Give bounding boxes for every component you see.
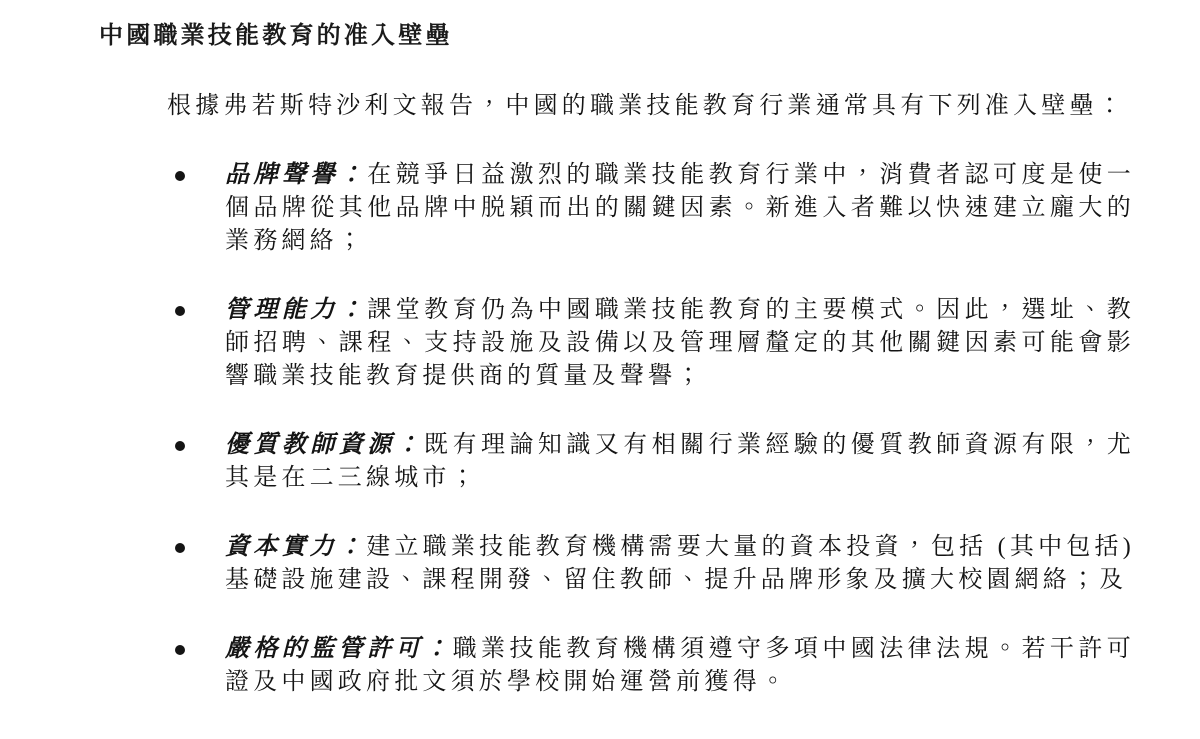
list-item [175, 294, 1200, 393]
list-item [175, 159, 1200, 258]
list-item [175, 531, 1200, 597]
bullet-paragraph [225, 633, 1135, 699]
list-item [175, 429, 1200, 495]
bullet-marker [175, 159, 225, 258]
bullet-paragraph [225, 294, 1135, 393]
bullet-lead: 管理能力： [225, 297, 368, 323]
bullet-dot-icon [175, 306, 185, 316]
bullet-list [0, 159, 1200, 699]
bullet-body: 職業技能教育機構須遵守多項中國法律法規。若干許可證及中國政府批文須於學校開始運營前獲得。 [225, 636, 1135, 695]
bullet-paragraph [225, 429, 1135, 495]
list-item [175, 633, 1200, 699]
bullet-body: 建立職業技能教育機構需要大量的資本投資，包括 (其中包括) 基礎設施建設、課程開發、留住教師、提升品牌形象及擴大校園網絡；及 [225, 534, 1135, 593]
page-title: 中國職業技能教育的准入壁壘 [99, 22, 453, 49]
bullet-lead: 資本實力： [225, 534, 367, 560]
bullet-marker [175, 531, 225, 597]
bullet-dot-icon [175, 543, 185, 553]
bullet-body: 在競爭日益激烈的職業技能教育行業中，消費者認可度是使一個品牌從其他品牌中脱穎而出的關鍵因素。新進入者難以快速建立龐大的業務網絡； [225, 162, 1136, 254]
bullet-lead: 優質教師資源： [225, 432, 425, 458]
bullet-body: 課堂教育仍為中國職業技能教育的主要模式。因此，選址、教師招聘、課程、支持設施及設備以及管理層釐定的其他關鍵因素可能會影響職業技能教育提供商的質量及聲譽； [225, 297, 1136, 389]
bullet-body: 既有理論知識又有相關行業經驗的優質教師資源有限，尤其是在二三線城市； [225, 432, 1136, 491]
bullet-dot-icon [175, 441, 185, 451]
bullet-dot-icon [175, 171, 185, 181]
bullet-dot-icon [175, 645, 185, 655]
bullet-marker [175, 429, 225, 495]
bullet-paragraph [225, 159, 1135, 258]
bullet-marker [175, 294, 225, 393]
bullet-paragraph [225, 531, 1135, 597]
bullet-marker [175, 633, 225, 699]
intro-paragraph: 根據弗若斯特沙利文報告，中國的職業技能教育行業通常具有下列准入壁壘： [167, 93, 1126, 119]
bullet-lead: 品牌聲譽： [225, 162, 368, 188]
bullet-lead: 嚴格的監管許可： [225, 636, 453, 662]
